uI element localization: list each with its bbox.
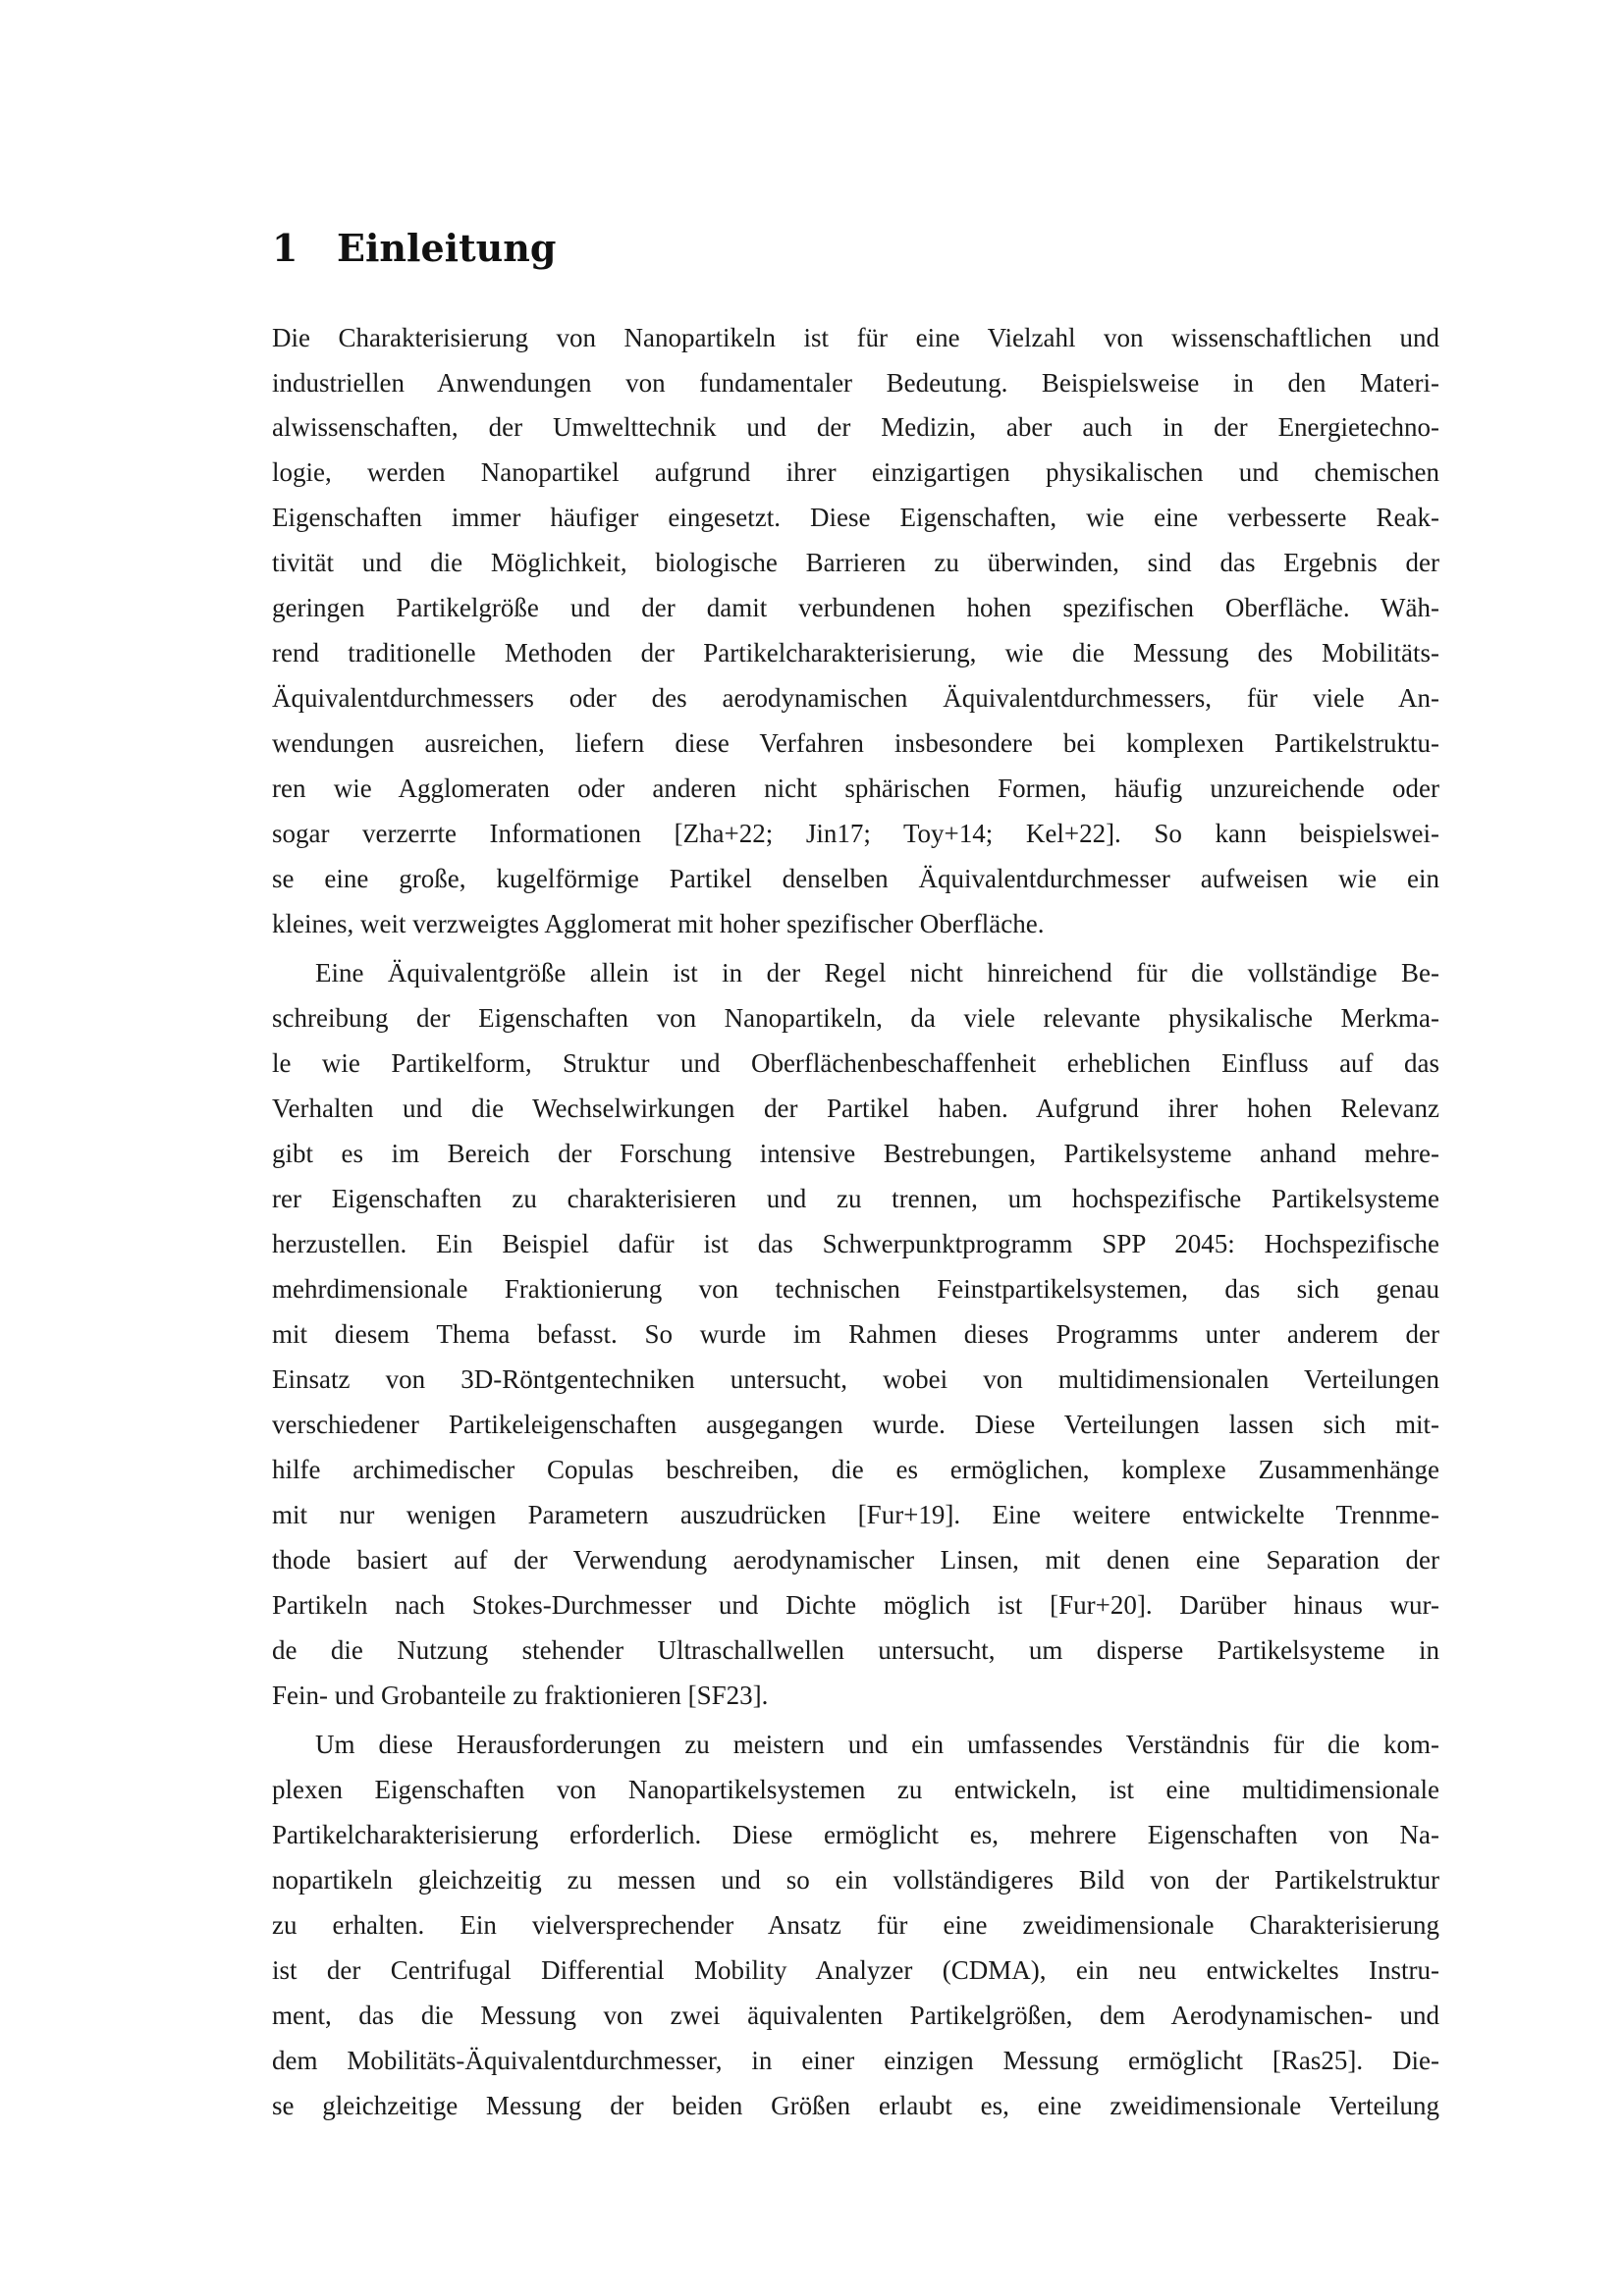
text-line: thode basiert auf der Verwendung aerodynamischer Linsen, mit denen eine Separation der xyxy=(272,1545,1439,1575)
text-line: dem Mobilitäts-Äquivalentdurchmesser, in einer einzigen Messung ermöglicht [Ras25]. Die- xyxy=(272,2046,1439,2075)
text-line: Die Charakterisierung von Nanopartikeln ist für eine Vielzahl von wissenschaftlichen und xyxy=(272,323,1439,352)
section-title: Einleitung xyxy=(337,226,557,270)
text-line: schreibung der Eigenschaften von Nanopartikeln, da viele relevante physikalische Merkma- xyxy=(272,1003,1439,1033)
text-line: zu erhalten. Ein vielversprechender Ansatz für eine zweidimensionale Charakterisierung xyxy=(272,1910,1439,1940)
text-line: geringen Partikelgröße und der damit verbundenen hohen spezifischen Oberfläche. Wäh- xyxy=(272,593,1439,622)
text-line: sogar verzerrte Informationen [Zha+22; Jin17; Toy+14; Kel+22]. So kann beispielswei- xyxy=(272,819,1439,848)
text-line: logie, werden Nanopartikel aufgrund ihrer einzigartigen physikalischen und chemischen xyxy=(272,457,1439,487)
text-line: hilfe archimedischer Copulas beschreiben, die es ermöglichen, komplexe Zusammenhänge xyxy=(272,1455,1439,1484)
text-line: ren wie Agglomeraten oder anderen nicht sphärischen Formen, häufig unzureichende oder xyxy=(272,774,1439,803)
text-line: Partikelcharakterisierung erforderlich. Diese ermöglicht es, mehrere Eigenschaften von Na- xyxy=(272,1820,1439,1849)
text-line: mit nur wenigen Parametern auszudrücken [Fur+19]. Eine weitere entwickelte Trennme- xyxy=(272,1500,1439,1529)
text-line: alwissenschaften, der Umwelttechnik und der Medizin, aber auch in der Energietechno- xyxy=(272,412,1439,442)
text-line: herzustellen. Ein Beispiel dafür ist das Schwerpunktprogramm SPP 2045: Hochspezifische xyxy=(272,1229,1439,1258)
text-line: Eigenschaften immer häufiger eingesetzt. Diese Eigenschaften, wie eine verbesserte Reak- xyxy=(272,503,1439,532)
text-line: Um diese Herausforderungen zu meistern und ein umfassendes Verständnis für die kom- xyxy=(315,1730,1439,1759)
text-line: Eine Äquivalentgröße allein ist in der Regel nicht hinreichend für die vollständige Be- xyxy=(315,958,1439,988)
section-heading xyxy=(272,224,556,273)
text-line: ment, das die Messung von zwei äquivalenten Partikelgrößen, dem Aerodynamischen- und xyxy=(272,2001,1439,2030)
text-line: mit diesem Thema befasst. So wurde im Rahmen dieses Programms unter anderem der xyxy=(272,1319,1439,1349)
text-line: plexen Eigenschaften von Nanopartikelsystemen zu entwickeln, ist eine multidimensionale xyxy=(272,1775,1439,1804)
text-line: rend traditionelle Methoden der Partikelcharakterisierung, wie die Messung des Mobilitäts- xyxy=(272,638,1439,667)
text-line: Verhalten und die Wechselwirkungen der Partikel haben. Aufgrund ihrer hohen Relevanz xyxy=(272,1094,1439,1123)
text-line: mehrdimensionale Fraktionierung von technischen Feinstpartikelsystemen, das sich genau xyxy=(272,1274,1439,1304)
text-line: Einsatz von 3D-Röntgentechniken untersucht, wobei von multidimensionalen Verteilungen xyxy=(272,1364,1439,1394)
text-line: Fein- und Grobanteile zu fraktionieren [SF23]. xyxy=(272,1681,769,1710)
text-line: le wie Partikelform, Struktur und Oberflächenbeschaffenheit erheblichen Einfluss auf das xyxy=(272,1048,1439,1078)
text-line: nopartikeln gleichzeitig zu messen und so ein vollständigeres Bild von der Partikelstruktur xyxy=(272,1865,1439,1895)
text-line: wendungen ausreichen, liefern diese Verfahren insbesondere bei komplexen Partikelstruktu- xyxy=(272,728,1439,758)
text-line: se eine große, kugelförmige Partikel denselben Äquivalentdurchmesser aufweisen wie ein xyxy=(272,864,1439,893)
text-line: ist der Centrifugal Differential Mobility Analyzer (CDMA), ein neu entwickeltes Instru- xyxy=(272,1955,1439,1985)
text-line: industriellen Anwendungen von fundamentaler Bedeutung. Beispielsweise in den Materi- xyxy=(272,368,1439,398)
text-line: de die Nutzung stehender Ultraschallwellen untersucht, um disperse Partikelsysteme in xyxy=(272,1635,1439,1665)
text-line: Partikeln nach Stokes-Durchmesser und Dichte möglich ist [Fur+20]. Darüber hinaus wur- xyxy=(272,1590,1439,1620)
text-line: gibt es im Bereich der Forschung intensive Bestrebungen, Partikelsysteme anhand mehre- xyxy=(272,1139,1439,1168)
text-line: se gleichzeitige Messung der beiden Größen erlaubt es, eine zweidimensionale Verteilung xyxy=(272,2091,1439,2120)
text-line: Äquivalentdurchmessers oder des aerodynamischen Äquivalentdurchmessers, für viele An- xyxy=(272,683,1439,713)
section-number: 1 xyxy=(272,226,298,270)
text-line: tivität und die Möglichkeit, biologische Barrieren zu überwinden, sind das Ergebnis der xyxy=(272,548,1439,577)
text-line: rer Eigenschaften zu charakterisieren und zu trennen, um hochspezifische Partikelsysteme xyxy=(272,1184,1439,1213)
text-line: kleines, weit verzweigtes Agglomerat mit hoher spezifischer Oberfläche. xyxy=(272,909,1045,938)
text-line: verschiedener Partikeleigenschaften ausgegangen wurde. Diese Verteilungen lassen sich mit- xyxy=(272,1410,1439,1439)
